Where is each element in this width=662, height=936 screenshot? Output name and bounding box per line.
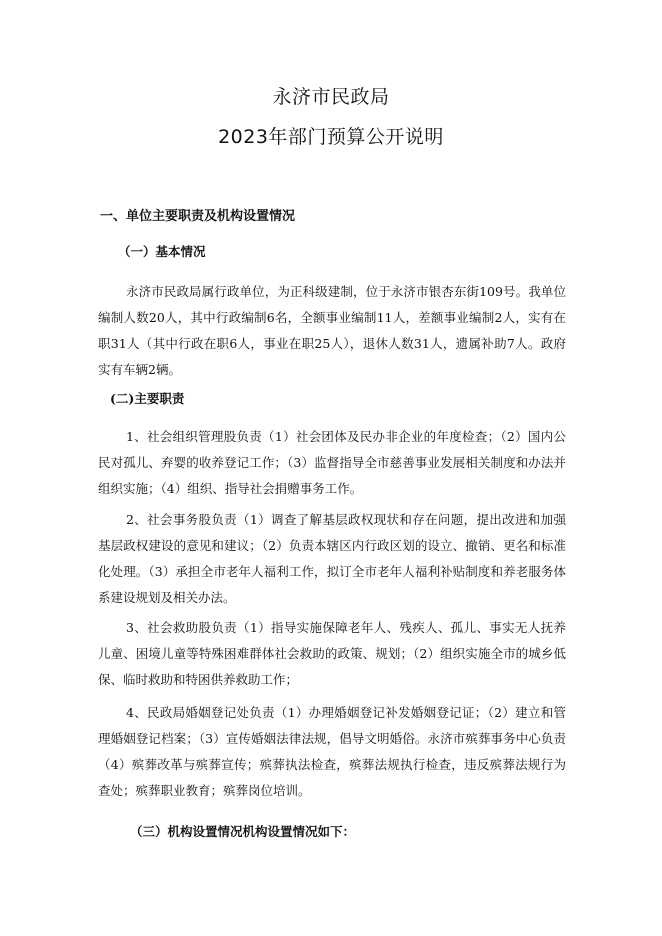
basic-info-paragraph: 永济市民政局属行政单位，为正科级建制，位于永济市银杏东街109号。我单位编制人数20人，其中行政编制6名，全额事业编制11人，差额事业编制2人，实有在职31人（其中行政在职6人，事业在职25人），退休人数31人，遗属补助7人。政府实有车辆2辆。: [98, 284, 566, 377]
duty-paragraph-3: 3、社会救助股负责（1）指导实施保障老年人、残疾人、孤儿、事实无人抚养儿童、困境儿童等特殊困难群体社会救助的政策、规划；（2）组织实施全市的城乡低保、临时救助和特困供养救助工作；: [98, 620, 566, 687]
subsection-heading-basic: （一）基本情况: [118, 244, 206, 259]
duty-paragraph-4: 4、民政局婚姻登记处负责（1）办理婚姻登记补发婚姻登记证；（2）建立和管理婚姻登记档案；（3）宣传婚姻法律法规，倡导文明婚俗。永济市殡葬事务中心负责（4）殡葬改革与殡葬宣传；殡葬执法检查，殡葬法规执行检查，违反殡葬法规行为查处；殡葬职业教育；殡葬岗位培训。: [98, 705, 566, 798]
duty-paragraph-2: 2、社会事务股负责（1）调查了解基层政权现状和存在问题，提出改进和加强基层政权建设的意见和建议；（2）负责本辖区内行政区划的设立、撤销、更名和标准化处理。（3）承担全市老年人福利工作，拟订全市老年人福利补贴制度和养老服务体系建设规划及相关办法。: [98, 512, 566, 605]
subsection-heading-duties: (二)主要职责: [110, 391, 185, 406]
document-subtitle: 2023年部门预算公开说明: [218, 126, 444, 148]
document-title: 永济市民政局: [272, 86, 390, 108]
subsection-heading-structure: （三）机构设置情况机构设置情况如下：: [130, 824, 356, 839]
section-heading-1: 一、单位主要职责及机构设置情况: [100, 209, 296, 224]
duty-paragraph-1: 1、社会组织管理股负责（1）社会团体及民办非企业的年度检查；（2）国内公民对孤儿、弃婴的收养登记工作；（3）监督指导全市慈善事业发展相关制度和办法并组织实施；（4）组织、指导社会捐赠事务工作。: [98, 429, 566, 496]
